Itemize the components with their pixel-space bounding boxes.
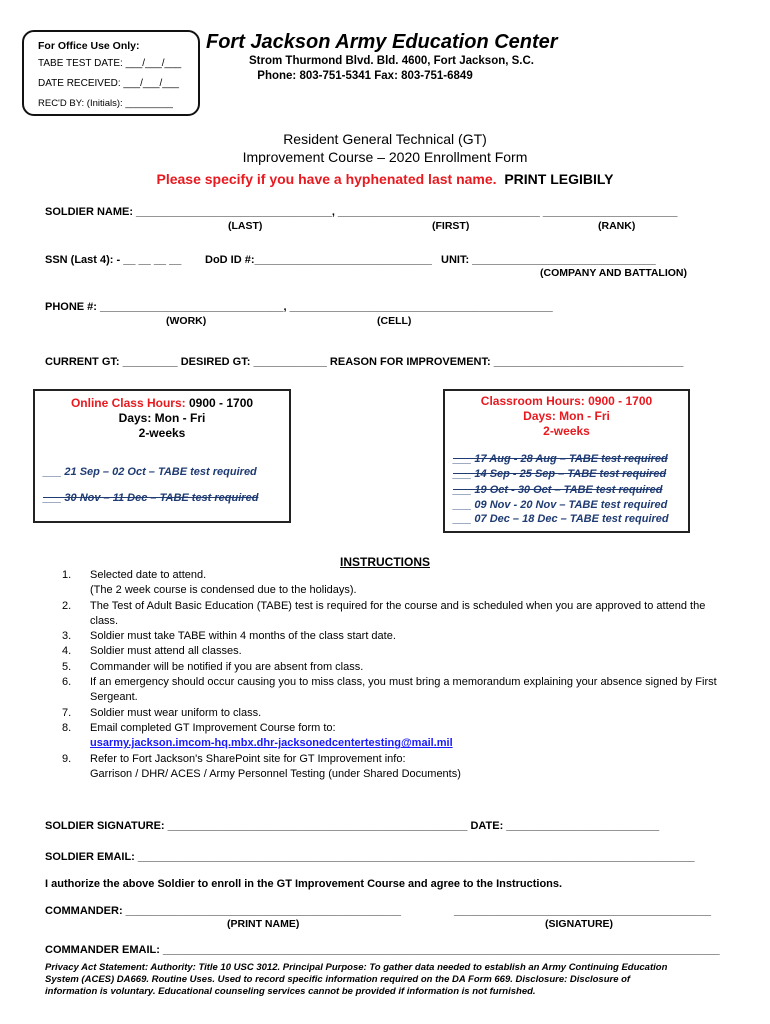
online-hours-value: 0900 - 1700 <box>185 396 254 410</box>
gt-scores-field[interactable]: CURRENT GT: _________ DESIRED GT: ____________ REASON FOR IMPROVEMENT: _______________________________ <box>45 356 684 368</box>
classroom-duration: 2-weeks <box>543 424 590 438</box>
list-item: 8. Email completed GT Improvement Course form to: <box>62 721 336 734</box>
instructions-list <box>62 568 732 782</box>
classroom-date-option[interactable]: ___ 09 Nov - 20 Nov – TABE test required <box>453 499 668 511</box>
first-label: (FIRST) <box>432 220 470 232</box>
tabe-test-date-field[interactable]: TABE TEST DATE: ___/___/___ <box>38 58 182 69</box>
privacy-statement-line1: Privacy Act Statement: Authority: Title 10 USC 3012. Principal Purpose: To gather data needed to establish an Army Continuing Education <box>45 962 668 973</box>
online-hours <box>35 396 289 410</box>
print-legibly-notice: PRINT LEGIBILY <box>504 171 614 187</box>
commander-name-field[interactable]: COMMANDER: _____________________________________________ <box>45 905 401 917</box>
list-item: 3. Soldier must take TABE within 4 months of the class start date. <box>62 630 396 643</box>
authorization-statement: I authorize the above Soldier to enroll in the GT Improvement Course and agree to the Instructions. <box>45 878 563 890</box>
list-item: 9. Refer to Fort Jackson's SharePoint site for GT Improvement info: <box>62 752 406 765</box>
classroom-date-option[interactable]: ___ 19 Oct - 30 Oct – TABE test required <box>453 484 663 496</box>
email-link-row <box>62 736 732 751</box>
classroom-date-option[interactable]: ___ 14 Sep - 25 Sep – TABE test required <box>453 468 667 480</box>
form-title-line1: Resident General Technical (GT) <box>283 131 487 147</box>
list-item: 5. Commander will be notified if you are absent from class. <box>62 660 364 673</box>
work-label: (WORK) <box>166 315 207 327</box>
unit-field[interactable]: UNIT: ______________________________ <box>441 254 656 266</box>
office-use-title: For Office Use Only: <box>38 40 140 52</box>
online-date-option[interactable]: ___ 30 Nov – 11 Dec – TABE test required <box>43 492 259 504</box>
online-class-box <box>33 389 291 523</box>
classroom-date-option[interactable]: ___ 07 Dec – 18 Dec – TABE test required <box>453 513 669 525</box>
signature-label: (SIGNATURE) <box>545 918 614 930</box>
classroom-days: Days: Mon - Fri <box>523 409 610 423</box>
list-item: 4. Soldier must attend all classes. <box>62 645 242 658</box>
last-label: (LAST) <box>228 220 263 232</box>
list-item: 2. The Test of Adult Basic Education (TABE) test is required for the course and is scheduled when you are approved to attend the class. <box>62 599 706 627</box>
soldier-email-field[interactable]: SOLDIER EMAIL: ___________________________________________________________________________________________ <box>45 851 695 863</box>
commander-signature-field[interactable]: __________________________________________ <box>454 905 711 917</box>
classroom-hours: Classroom Hours: 0900 - 1700 <box>480 394 653 408</box>
submit-email-link[interactable]: usarmy.jackson.imcom-hq.mbx.dhr-jacksonedcentertesting@mail.mil <box>90 737 453 750</box>
online-days: Days: Mon - Fri <box>118 411 206 425</box>
list-item: 1. Selected date to attend. <box>62 569 207 581</box>
privacy-statement-line2: System (ACES) DA669. Routine Uses. Used to record specific information required on the DA Form 669. Disclosure: Disclosure of <box>45 974 631 985</box>
list-item: (The 2 week course is condensed due to the holidays). <box>90 584 357 597</box>
soldier-name-field[interactable]: SOLDIER NAME: ________________________________, _________________________________ ______________________ <box>45 206 678 218</box>
hyphenated-name-notice: Please specify if you have a hyphenated last name. <box>156 171 497 187</box>
date-received-field[interactable]: DATE RECEIVED: ___/___/___ <box>38 78 179 89</box>
center-phone-fax: Phone: 803-751-5341 Fax: 803-751-6849 <box>257 70 473 82</box>
form-notice <box>0 171 770 187</box>
online-duration: 2-weeks <box>138 426 186 440</box>
online-hours-label: Online Class Hours: <box>70 396 186 410</box>
classroom-class-box <box>443 389 690 533</box>
dod-id-field[interactable]: DoD ID #:_____________________________ <box>205 254 432 266</box>
rank-label: (RANK) <box>598 220 636 232</box>
sharepoint-path-row <box>62 767 732 782</box>
privacy-statement-line3: information is voluntary. Educational counseling services cannot be provided if information is not furnished. <box>45 986 536 997</box>
commander-email-field[interactable]: COMMANDER EMAIL: ___________________________________________________________________________________________ <box>45 944 720 956</box>
phone-field[interactable]: PHONE #: ______________________________, ___________________________________________ <box>45 301 553 313</box>
company-battalion-label: (COMPANY AND BATTALION) <box>540 267 687 279</box>
list-item: 7. Soldier must wear uniform to class. <box>62 706 262 719</box>
list-item: 6. If an emergency should occur causing you to miss class, you must bring a memorandum explaining your absence signed by First Sergeant. <box>62 676 717 704</box>
print-name-label: (PRINT NAME) <box>227 918 300 930</box>
classroom-date-option[interactable]: ___ 17 Aug - 28 Aug – TABE test required <box>453 453 668 465</box>
online-date-option[interactable]: ___ 21 Sep – 02 Oct – TABE test required <box>43 466 257 478</box>
form-title-line2: Improvement Course – 2020 Enrollment Form <box>242 149 528 165</box>
center-title: Fort Jackson Army Education Center <box>206 31 558 53</box>
ssn-field[interactable]: SSN (Last 4): - __ __ __ __ <box>45 254 182 266</box>
instructions-title: INSTRUCTIONS <box>340 555 430 569</box>
soldier-signature-field[interactable]: SOLDIER SIGNATURE: _________________________________________________ DATE: _________________________ <box>45 820 660 832</box>
recd-by-field[interactable]: REC'D BY: (Initials): _________ <box>38 98 173 109</box>
sharepoint-path: Garrison / DHR/ ACES / Army Personnel Testing (under Shared Documents) <box>90 767 461 780</box>
center-address: Strom Thurmond Blvd. Bld. 4600, Fort Jackson, S.C. <box>249 55 534 67</box>
cell-label: (CELL) <box>377 315 412 327</box>
